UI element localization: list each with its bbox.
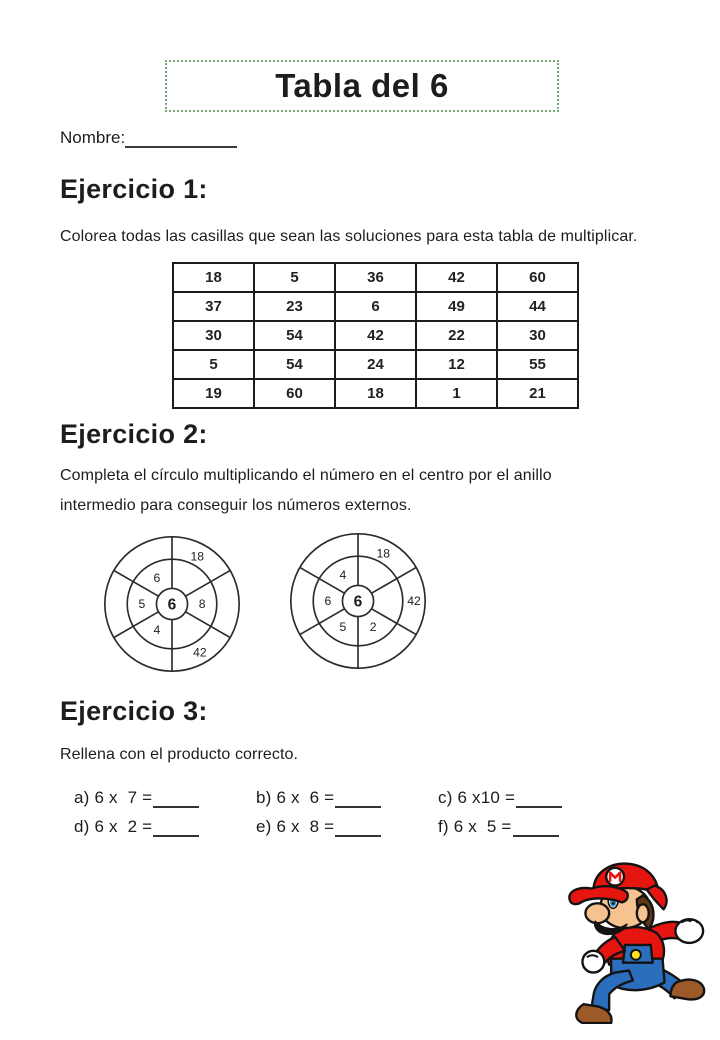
- table-row: [173, 350, 578, 379]
- page-title: Tabla del 6: [275, 67, 449, 104]
- table-cell[interactable]: 23: [254, 292, 335, 321]
- problem-expression: a) 6 x 7 =: [74, 788, 153, 807]
- circle2-middle-top-left: 4: [339, 567, 347, 582]
- problem-expression: f) 6 x 5 =: [438, 817, 512, 836]
- mario-ear: [637, 904, 649, 922]
- exercise3-heading: Ejercicio 3:: [60, 696, 208, 726]
- table-cell[interactable]: 24: [335, 350, 416, 379]
- table-cell[interactable]: 37: [173, 292, 254, 321]
- circle2-center-value: 6: [353, 593, 363, 611]
- mario-running-icon: [538, 846, 710, 1024]
- table-cell[interactable]: 18: [173, 263, 254, 292]
- table-cell[interactable]: 60: [254, 379, 335, 408]
- circle1-center-value: 6: [167, 596, 177, 614]
- circle2-middle-left: 6: [324, 594, 332, 608]
- table-cell[interactable]: 12: [416, 350, 497, 379]
- answer-blank[interactable]: [513, 820, 559, 837]
- table-cell[interactable]: 21: [497, 379, 578, 408]
- exercise2-instruction-line1: Completa el círculo multiplicando el número en el centro por el anillo: [60, 467, 552, 484]
- exercise2-instruction-line2: intermedio para conseguir los números externos.: [60, 497, 412, 514]
- mario-nose: [585, 903, 609, 923]
- table-cell[interactable]: 1: [416, 379, 497, 408]
- circle2-middle-bottom-left: 5: [339, 620, 347, 635]
- name-label: Nombre:: [60, 128, 126, 147]
- problem-expression: b) 6 x 6 =: [256, 788, 335, 807]
- table-cell[interactable]: 36: [335, 263, 416, 292]
- table-cell[interactable]: 49: [416, 292, 497, 321]
- circle2-outer-top-right: 18: [376, 546, 391, 561]
- table-cell[interactable]: 18: [335, 379, 416, 408]
- multiplication-circle-2: [285, 528, 431, 674]
- circle1-middle-right: 8: [198, 597, 206, 611]
- problem-expression: d) 6 x 2 =: [74, 817, 153, 836]
- circle2-middle-bottom-right: 2: [369, 620, 377, 635]
- problem-expression: c) 6 x10 =: [438, 788, 516, 807]
- circle1-outer-bottom-right: 42: [193, 645, 207, 660]
- solutions-table: [172, 262, 579, 409]
- problem-item: [256, 779, 438, 808]
- solutions-table-wrap: [172, 262, 579, 409]
- exercise3-instruction: Rellena con el producto correcto.: [60, 746, 299, 763]
- problem-item: [74, 779, 256, 808]
- mario-front-leg: [576, 971, 633, 1023]
- problem-item: [438, 808, 628, 837]
- table-cell[interactable]: 22: [416, 321, 497, 350]
- problem-item: [74, 808, 256, 837]
- answer-blank[interactable]: [153, 820, 199, 837]
- solutions-table-body: [173, 263, 578, 408]
- table-row: [173, 379, 578, 408]
- table-row: [173, 292, 578, 321]
- table-cell[interactable]: 54: [254, 350, 335, 379]
- exercise2-heading: Ejercicio 2:: [60, 419, 208, 449]
- table-cell[interactable]: 30: [497, 321, 578, 350]
- table-cell[interactable]: 42: [335, 321, 416, 350]
- answer-blank[interactable]: [335, 791, 381, 808]
- table-cell[interactable]: 6: [335, 292, 416, 321]
- circle1-middle-top-left: 6: [153, 570, 161, 585]
- problem-item: [256, 808, 438, 837]
- circle1-middle-bottom-left: 4: [153, 623, 161, 638]
- problem-item: [438, 779, 628, 808]
- problems-grid: [74, 779, 628, 837]
- table-cell[interactable]: 60: [497, 263, 578, 292]
- multiplication-circle-1: [99, 531, 245, 677]
- table-row: [173, 321, 578, 350]
- table-cell[interactable]: 55: [497, 350, 578, 379]
- circle1-outer-top-right: 18: [190, 549, 205, 564]
- exercise2-instruction: [60, 461, 620, 521]
- table-cell[interactable]: 44: [497, 292, 578, 321]
- exercise1-heading: Ejercicio 1:: [60, 174, 208, 204]
- circle1-middle-left: 5: [138, 597, 146, 611]
- table-cell[interactable]: 5: [254, 263, 335, 292]
- title-box: [165, 60, 559, 112]
- table-row: [173, 263, 578, 292]
- problem-expression: e) 6 x 8 =: [256, 817, 335, 836]
- table-cell[interactable]: 30: [173, 321, 254, 350]
- circle2-outer-right: 42: [407, 594, 421, 608]
- table-cell[interactable]: 19: [173, 379, 254, 408]
- exercise1-instruction: Colorea todas las casillas que sean las soluciones para esta tabla de multiplicar.: [60, 228, 638, 245]
- name-blank[interactable]: [125, 130, 237, 148]
- table-cell[interactable]: 54: [254, 321, 335, 350]
- name-line: [60, 128, 237, 148]
- answer-blank[interactable]: [516, 791, 562, 808]
- table-cell[interactable]: 42: [416, 263, 497, 292]
- answer-blank[interactable]: [335, 820, 381, 837]
- answer-blank[interactable]: [153, 791, 199, 808]
- table-cell[interactable]: 5: [173, 350, 254, 379]
